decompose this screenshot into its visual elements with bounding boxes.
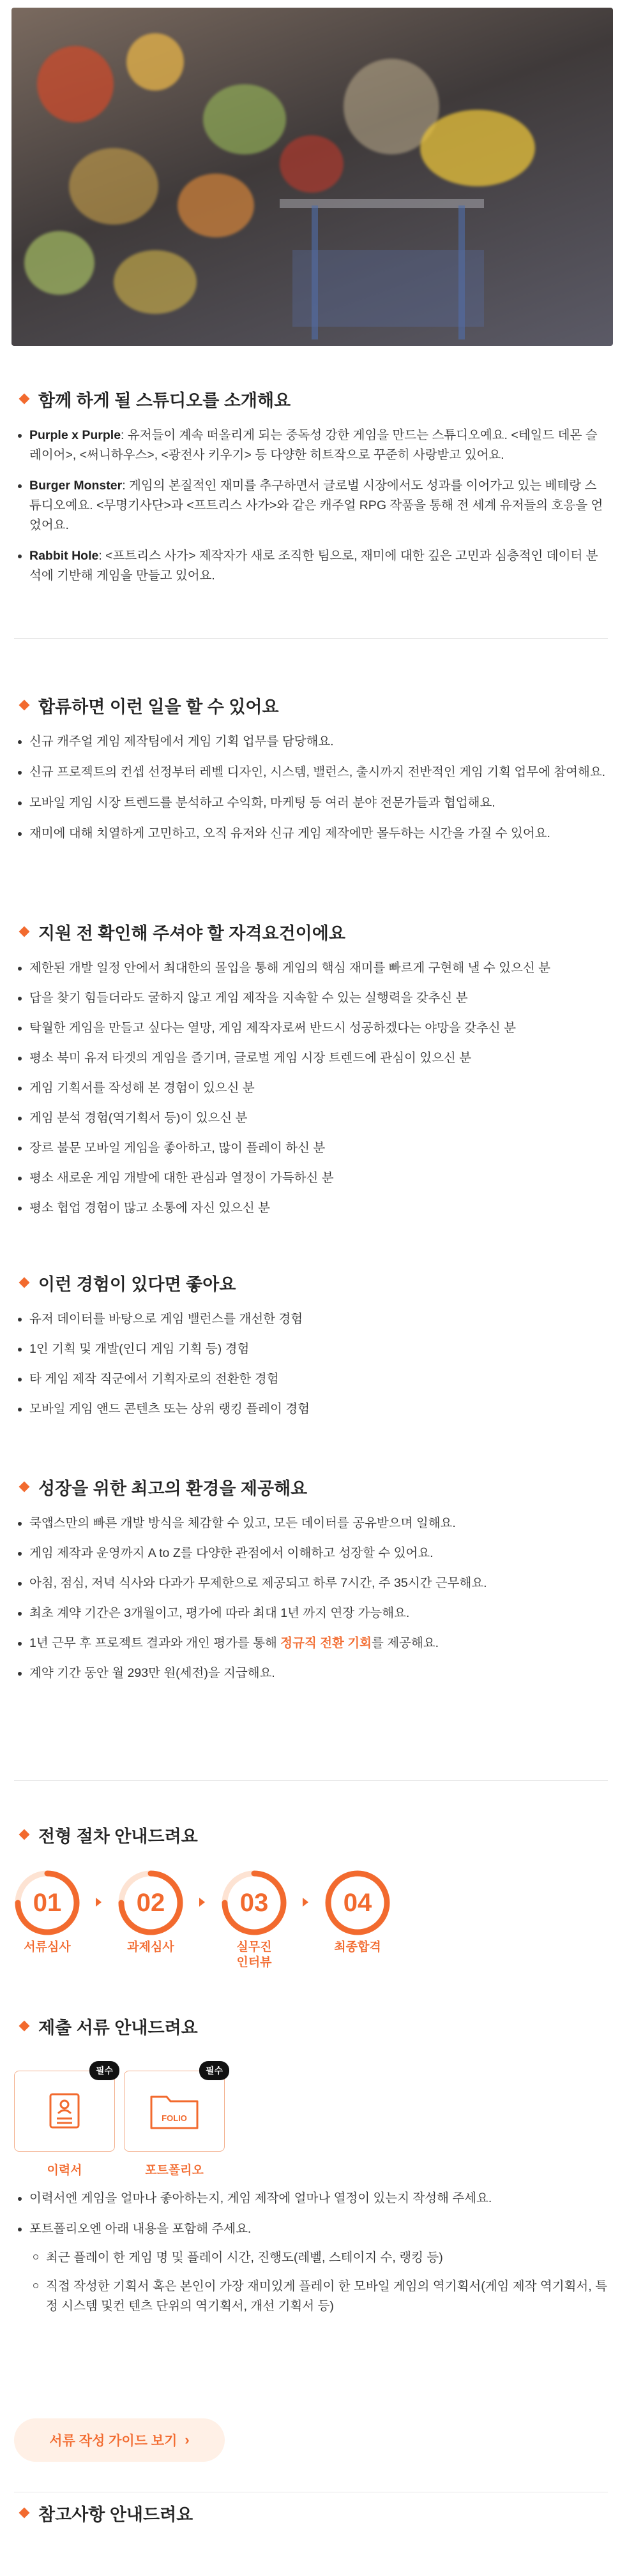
portfolio-label: 포트폴리오	[145, 2164, 204, 2177]
arrow-right-icon	[96, 1898, 102, 1907]
notes-section-title: 참고사항 안내드려요	[14, 2500, 608, 2526]
section-divider	[14, 1780, 608, 1781]
studio-list	[14, 426, 608, 586]
resume-icon	[45, 2092, 84, 2130]
requirements-list	[14, 958, 608, 1218]
list-item: 장르 불문 모바일 게임을 좋아하고, 많이 플레이 하신 분	[14, 1138, 608, 1158]
folder-icon-text: FOLIO	[162, 2113, 187, 2123]
list-item: 탁월한 게임을 만들고 싶다는 열망, 게임 제작자로써 반드시 성공하겠다는 야망을 갖추신 분	[14, 1018, 608, 1038]
process-step-4	[324, 1870, 391, 1955]
list-item: 게임 분석 경험(역기획서 등)이 있으신 분	[14, 1108, 608, 1128]
preferred-list	[14, 1309, 608, 1419]
list-item: 포트폴리오엔 아래 내용을 포함해 주세요. 최근 플레이 한 게임 명 및 플레이 시간, 진행도(레벨, 스테이지 수, 랭킹 등) 직접 작성한 기획서 혹은 본인이 가장 재미있게 플레이 한 모바일 게임의 역기획서(게임 제작 역기획서, 특정 시스템 및컨 텐츠 단위의 역기획서, 개선 기획서 등)	[14, 2219, 608, 2316]
required-badge: 필수	[89, 2061, 119, 2080]
diamond-bullet-icon	[19, 1482, 30, 1493]
arrow-right-icon	[303, 1898, 308, 1907]
hero-image	[11, 8, 613, 346]
diamond-bullet-icon	[19, 1277, 30, 1288]
list-item: 답을 찾기 힘들더라도 굴하지 않고 게임 제작을 지속할 수 있는 실행력을 갖추신 분	[14, 988, 608, 1008]
environment-section	[14, 1474, 608, 1694]
step-label: 서류심사	[24, 1940, 71, 1954]
list-item: 평소 북미 유저 타겟의 게임을 즐기며, 글로벌 게임 시장 트렌드에 관심이 있으신 분	[14, 1048, 608, 1068]
requirements-section	[14, 919, 608, 1228]
documents-section	[14, 2013, 608, 2039]
step-label: 최종합격	[334, 1940, 381, 1954]
process-section-title: 전형 절차 안내드려요	[14, 1822, 608, 1847]
list-item: 제한된 개발 일정 안에서 최대한의 몰입을 통해 게임의 핵심 재미를 빠르게 구현해 낼 수 있으신 분	[14, 958, 608, 978]
list-item: 신규 캐주얼 게임 제작팀에서 게임 기획 업무를 담당해요.	[14, 732, 608, 752]
list-item: 유저 데이터를 바탕으로 게임 밸런스를 개선한 경험	[14, 1309, 608, 1329]
process-step-2	[117, 1870, 184, 1955]
writing-guide-button-label: 서류 작성 가이드 보기	[49, 2434, 178, 2448]
diamond-bullet-icon	[19, 394, 30, 405]
list-item: 계약 기간 동안 월 293만 원(세전)을 지급해요.	[14, 1664, 608, 1683]
required-badge: 필수	[199, 2061, 229, 2080]
list-item: 이력서엔 게임을 얼마나 좋아하는지, 게임 제작에 얼마나 열정이 있는지 작성해 주세요.	[14, 2189, 608, 2208]
writing-guide-button[interactable]	[14, 2418, 225, 2462]
list-item: Burger Monster: 게임의 본질적인 재미를 추구하면서 글로벌 시장에서도 성과를 이어가고 있는 베테랑 스튜디오예요. <무명기사단>과 <프트리스 사가>와 같은 캐주얼 RPG 작품을 통해 전 세계 유저들의 호응을 얻었어요.	[14, 476, 608, 535]
diamond-bullet-icon	[19, 700, 30, 711]
work-section	[14, 692, 608, 854]
portfolio-sub-list	[29, 2248, 608, 2316]
folder-icon	[149, 2090, 200, 2131]
work-list	[14, 732, 608, 844]
notes-content	[14, 2500, 608, 2526]
requirements-section-title: 지원 전 확인해 주셔야 할 자격요건이에요	[14, 919, 608, 944]
chevron-right-icon: ›	[185, 2432, 190, 2448]
list-item: 최초 계약 기간은 3개월이고, 평가에 따라 최대 1년 까지 연장 가능해요.	[14, 1604, 608, 1623]
studio-section	[14, 386, 608, 597]
list-item: 평소 새로운 게임 개발에 대한 관심과 열정이 가득하신 분	[14, 1168, 608, 1188]
portfolio-box	[124, 2066, 225, 2152]
list-item: Rabbit Hole: <프트리스 사가> 제작자가 새로 조직한 팀으로, 재미에 대한 깊은 고민과 심층적인 데이터 분석에 기반해 게임을 만들고 있어요.	[14, 546, 608, 586]
arrow-right-icon	[199, 1898, 205, 1907]
list-item: 게임 기획서를 작성해 본 경험이 있으신 분	[14, 1078, 608, 1098]
process-section	[14, 1822, 608, 1847]
step-circle: 02	[117, 1870, 184, 1936]
step-circle: 01	[14, 1870, 80, 1936]
list-item: 아침, 점심, 저녁 식사와 다과가 무제한으로 제공되고 하루 7시간, 주 35시간 근무해요.	[14, 1574, 608, 1593]
diamond-bullet-icon	[19, 927, 30, 937]
work-section-title: 합류하면 이런 일을 할 수 있어요	[14, 692, 608, 718]
list-item: 게임 제작과 운영까지 A to Z를 다양한 관점에서 이해하고 성장할 수 있어요.	[14, 1544, 608, 1563]
documents-list	[14, 2189, 608, 2316]
list-item: 평소 협업 경험이 많고 소통에 자신 있으신 분	[14, 1198, 608, 1218]
list-item: 쿡앱스만의 빠른 개발 방식을 체감할 수 있고, 모든 데이터를 공유받으며 일해요.	[14, 1514, 608, 1533]
portfolio-card	[124, 2066, 225, 2178]
environment-section-title: 성장을 위한 최고의 환경을 제공해요	[14, 1474, 608, 1500]
resume-box	[14, 2066, 115, 2152]
sub-list-item: 최근 플레이 한 게임 명 및 플레이 시간, 진행도(레벨, 스테이지 수, 랭킹 등)	[29, 2248, 608, 2268]
preferred-section	[14, 1270, 608, 1429]
process-step-3	[221, 1870, 287, 1970]
document-cards	[14, 2066, 269, 2177]
studio-section-title: 함께 하게 될 스튜디오를 소개해요	[14, 386, 608, 412]
resume-label: 이력서	[47, 2164, 82, 2177]
list-item: 1년 근무 후 프로젝트 결과와 개인 평가를 통해 정규직 전환 기회를 제공해요.	[14, 1634, 608, 1653]
process-steps	[14, 1870, 461, 1972]
list-item: Purple x Purple: 유저들이 계속 떠올리게 되는 중독성 강한 게임을 만드는 스튜디오예요. <테일드 데몬 슬레이어>, <써니하우스>, <광전사 키우기> 등 다양한 히트작으로 꾸준히 사랑받고 있어요.	[14, 426, 608, 465]
step-circle: 04	[324, 1870, 391, 1936]
resume-card	[14, 2066, 115, 2178]
sub-list-item: 직접 작성한 기획서 혹은 본인이 가장 재미있게 플레이 한 모바일 게임의 역기획서(게임 제작 역기획서, 특정 시스템 및컨 텐츠 단위의 역기획서, 개선 기획서 등)	[29, 2277, 608, 2316]
step-circle: 03	[221, 1870, 287, 1936]
list-item: 1인 기획 및 개발(인디 게임 기획 등) 경험	[14, 1339, 608, 1359]
step-label: 과제심사	[127, 1940, 174, 1954]
documents-details	[14, 2189, 608, 2327]
environment-list	[14, 1514, 608, 1683]
list-item: 재미에 대해 치열하게 고민하고, 오직 유저와 신규 게임 제작에만 몰두하는 시간을 가질 수 있어요.	[14, 824, 608, 844]
process-step-1	[14, 1870, 80, 1955]
list-item: 모바일 게임 앤드 콘텐츠 또는 상위 랭킹 플레이 경험	[14, 1399, 608, 1419]
diamond-bullet-icon	[19, 2021, 30, 2032]
step-label: 실무진 인터뷰	[236, 1940, 272, 1969]
diamond-bullet-icon	[19, 1829, 30, 1840]
documents-section-title: 제출 서류 안내드려요	[14, 2013, 608, 2039]
highlight-text: 정규직 전환 기회	[280, 1636, 372, 1650]
preferred-section-title: 이런 경험이 있다면 좋아요	[14, 1270, 608, 1295]
list-item: 신규 프로젝트의 컨셉 선정부터 레벨 디자인, 시스템, 밸런스, 출시까지 전반적인 게임 기획 업무에 참여해요.	[14, 763, 608, 782]
list-item: 타 게임 제작 직군에서 기획자로의 전환한 경험	[14, 1369, 608, 1389]
diamond-bullet-icon	[19, 2508, 30, 2519]
list-item: 모바일 게임 시장 트렌드를 분석하고 수익화, 마케팅 등 여러 분야 전문가들과 협업해요.	[14, 793, 608, 813]
section-divider	[14, 638, 608, 639]
